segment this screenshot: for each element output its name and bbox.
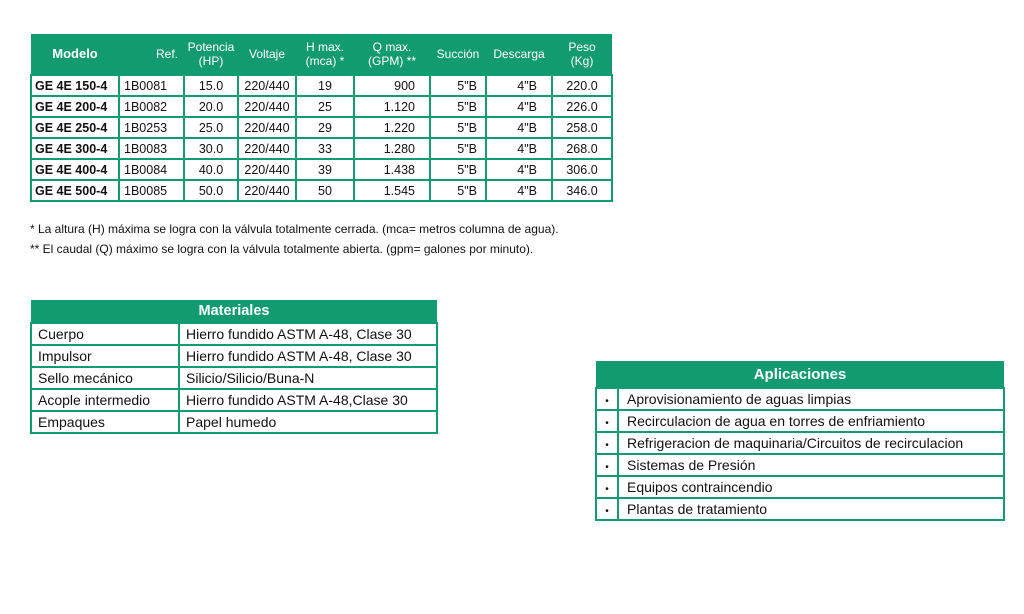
footnote-altura: * La altura (H) máxima se logra con la válvula totalmente cerrada. (mca= metros columna de agua). [30, 222, 559, 236]
application-text: Aprovisionamiento de aguas limpias [618, 388, 1004, 410]
cell-hmax: 39 [296, 159, 354, 180]
cell-peso: 346.0 [552, 180, 612, 201]
bullet-icon: • [596, 388, 618, 410]
cell-qmax: 1.545 [354, 180, 430, 201]
table-row [31, 96, 612, 117]
cell-modelo: GE 4E 150-4 [31, 75, 119, 96]
header-ref: Ref. [119, 34, 184, 75]
cell-modelo: GE 4E 400-4 [31, 159, 119, 180]
header-hmax-line1: H max. [305, 40, 344, 54]
applications-title: Aplicaciones [596, 361, 1004, 388]
cell-potencia: 50.0 [184, 180, 238, 201]
cell-ref: 1B0082 [119, 96, 184, 117]
table-row [31, 323, 437, 345]
cell-voltaje: 220/440 [238, 117, 296, 138]
cell-modelo: GE 4E 250-4 [31, 117, 119, 138]
list-item [596, 388, 1004, 410]
cell-modelo: GE 4E 200-4 [31, 96, 119, 117]
application-text: Refrigeracion de maquinaria/Circuitos de recirculacion [618, 432, 1004, 454]
cell-succion: 5"B [430, 138, 486, 159]
header-qmax-line1: Q max. [372, 40, 412, 54]
application-text: Recirculacion de agua en torres de enfriamiento [618, 410, 1004, 432]
cell-qmax: 1.120 [354, 96, 430, 117]
table-row [31, 138, 612, 159]
cell-potencia: 25.0 [184, 117, 238, 138]
cell-potencia: 40.0 [184, 159, 238, 180]
cell-voltaje: 220/440 [238, 159, 296, 180]
cell-potencia: 20.0 [184, 96, 238, 117]
cell-peso: 268.0 [552, 138, 612, 159]
cell-qmax: 1.220 [354, 117, 430, 138]
cell-peso: 258.0 [552, 117, 612, 138]
application-text: Equipos contraincendio [618, 476, 1004, 498]
cell-modelo: GE 4E 500-4 [31, 180, 119, 201]
table-row [31, 411, 437, 433]
header-peso [552, 34, 612, 75]
materials-table [30, 300, 438, 434]
cell-voltaje: 220/440 [238, 75, 296, 96]
cell-peso: 220.0 [552, 75, 612, 96]
list-item [596, 454, 1004, 476]
header-hmax [296, 34, 354, 75]
header-voltaje: Voltaje [238, 34, 296, 75]
cell-voltaje: 220/440 [238, 138, 296, 159]
cell-succion: 5"B [430, 96, 486, 117]
specs-header-row [31, 34, 612, 75]
material-value: Hierro fundido ASTM A-48, Clase 30 [179, 345, 437, 367]
header-modelo: Modelo [31, 34, 119, 75]
cell-potencia: 15.0 [184, 75, 238, 96]
header-descarga: Descarga [486, 34, 552, 75]
cell-ref: 1B0085 [119, 180, 184, 201]
cell-peso: 226.0 [552, 96, 612, 117]
cell-descarga: 4"B [486, 75, 552, 96]
table-row [31, 345, 437, 367]
material-value: Silicio/Silicio/Buna-N [179, 367, 437, 389]
cell-ref: 1B0084 [119, 159, 184, 180]
cell-descarga: 4"B [486, 159, 552, 180]
cell-succion: 5"B [430, 117, 486, 138]
bullet-icon: • [596, 476, 618, 498]
header-potencia [184, 34, 238, 75]
application-text: Sistemas de Presión [618, 454, 1004, 476]
cell-descarga: 4"B [486, 180, 552, 201]
material-value: Hierro fundido ASTM A-48,Clase 30 [179, 389, 437, 411]
header-potencia-line1: Potencia [187, 40, 235, 54]
cell-ref: 1B0083 [119, 138, 184, 159]
cell-hmax: 33 [296, 138, 354, 159]
list-item [596, 498, 1004, 520]
application-text: Plantas de tratamiento [618, 498, 1004, 520]
cell-succion: 5"B [430, 75, 486, 96]
header-peso-line2: (Kg) [570, 54, 594, 68]
material-component: Sello mecánico [31, 367, 179, 389]
footnote-caudal: ** El caudal (Q) máximo se logra con la válvula totalmente abierta. (gpm= galones por minuto). [30, 242, 534, 256]
table-row [31, 117, 612, 138]
table-row [31, 367, 437, 389]
table-row [31, 180, 612, 201]
cell-voltaje: 220/440 [238, 96, 296, 117]
cell-potencia: 30.0 [184, 138, 238, 159]
list-item [596, 476, 1004, 498]
material-value: Hierro fundido ASTM A-48, Clase 30 [179, 323, 437, 345]
cell-ref: 1B0081 [119, 75, 184, 96]
bullet-icon: • [596, 410, 618, 432]
list-item [596, 432, 1004, 454]
header-qmax [354, 34, 430, 75]
cell-hmax: 50 [296, 180, 354, 201]
material-component: Acople intermedio [31, 389, 179, 411]
material-value: Papel humedo [179, 411, 437, 433]
cell-ref: 1B0253 [119, 117, 184, 138]
cell-hmax: 29 [296, 117, 354, 138]
materials-title: Materiales [31, 300, 437, 323]
list-item [596, 410, 1004, 432]
table-row [31, 389, 437, 411]
cell-hmax: 19 [296, 75, 354, 96]
specs-table [30, 34, 613, 202]
cell-succion: 5"B [430, 180, 486, 201]
cell-descarga: 4"B [486, 96, 552, 117]
cell-qmax: 1.438 [354, 159, 430, 180]
cell-descarga: 4"B [486, 138, 552, 159]
header-potencia-line2: (HP) [198, 54, 224, 68]
material-component: Impulsor [31, 345, 179, 367]
cell-succion: 5"B [430, 159, 486, 180]
cell-descarga: 4"B [486, 117, 552, 138]
cell-qmax: 900 [354, 75, 430, 96]
header-peso-line1: Peso [568, 40, 596, 54]
table-row [31, 75, 612, 96]
cell-qmax: 1.280 [354, 138, 430, 159]
header-hmax-line2: (mca) * [305, 54, 345, 68]
bullet-icon: • [596, 432, 618, 454]
header-succion: Succión [430, 34, 486, 75]
applications-table [595, 361, 1005, 521]
cell-modelo: GE 4E 300-4 [31, 138, 119, 159]
cell-voltaje: 220/440 [238, 180, 296, 201]
header-qmax-line2: (GPM) ** [368, 54, 416, 68]
material-component: Cuerpo [31, 323, 179, 345]
bullet-icon: • [596, 454, 618, 476]
material-component: Empaques [31, 411, 179, 433]
cell-hmax: 25 [296, 96, 354, 117]
cell-peso: 306.0 [552, 159, 612, 180]
bullet-icon: • [596, 498, 618, 520]
table-row [31, 159, 612, 180]
